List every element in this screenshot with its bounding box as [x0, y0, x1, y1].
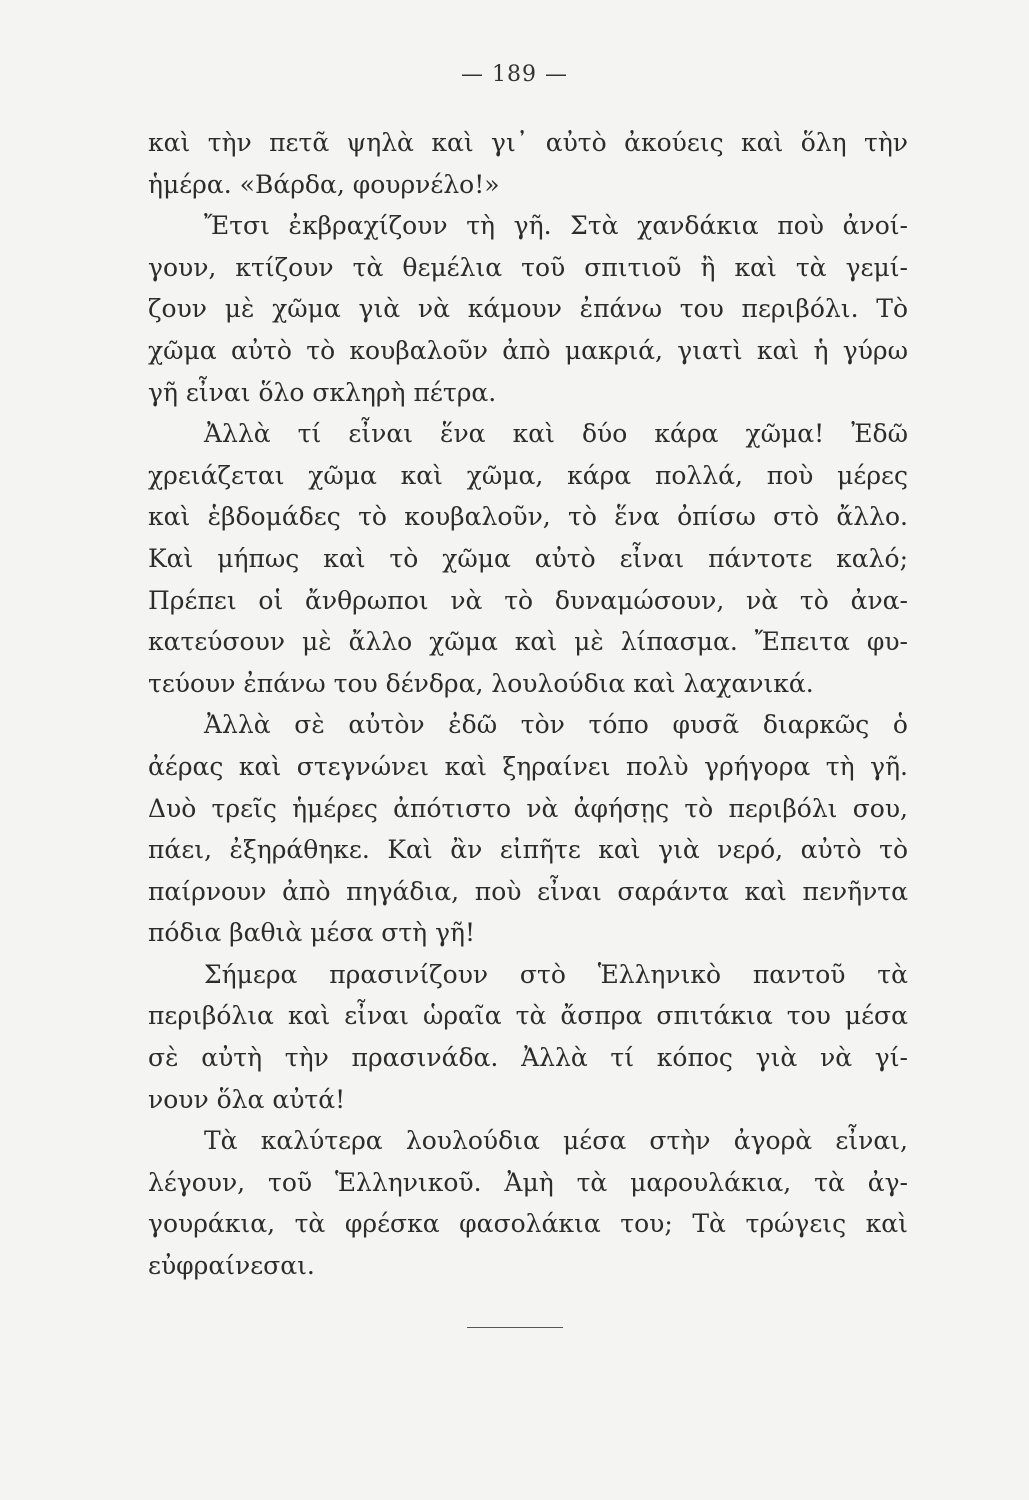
text-line: λέγουν, τοῦ Ἑλληνικοῦ. Ἀμὴ τὰ μαρουλάκια, τὰ ἀγ- [148, 1167, 908, 1197]
text-line: χῶμα αὐτὸ τὸ κουβαλοῦν ἀπὸ μακριά, γιατὶ καὶ ἡ γύρω [148, 335, 908, 365]
text-line: καὶ ἑβδομάδες τὸ κουβαλοῦν, τὸ ἕνα ὀπίσω στὸ ἄλλο. [148, 502, 908, 532]
text-line: παίρνουν ἀπὸ πηγάδια, ποὺ εἶναι σαράντα καὶ πενῆντα [148, 876, 908, 906]
text-line: πάει, ἐξηράθηκε. Καὶ ἂν εἰπῆτε καὶ γιὰ νερό, αὐτὸ τὸ [148, 835, 908, 865]
text-line: σὲ αὐτὴ τὴν πρασινάδα. Ἀλλὰ τί κόπος γιὰ νὰ γί- [148, 1043, 908, 1073]
text-line: Πρέπει οἱ ἄνθρωποι νὰ τὸ δυναμώσουν, νὰ τὸ ἀνα- [148, 585, 908, 615]
text-line: Δυὸ τρεῖς ἡμέρες ἀπότιστο νὰ ἀφήσῃς τὸ περιβόλι σου, [148, 793, 908, 823]
text-line: κατεύσουν μὲ ἄλλο χῶμα καὶ μὲ λίπασμα. Ἔπειτα φυ- [148, 627, 908, 657]
text-line: νουν ὅλα αὐτά! [148, 1084, 346, 1114]
text-line: Καὶ μήπως καὶ τὸ χῶμα αὐτὸ εἶναι πάντοτε καλό; [148, 543, 908, 573]
text-line: καὶ τὴν πετᾶ ψηλὰ καὶ γι᾽ αὐτὸ ἀκούεις καὶ ὅλη τὴν [148, 128, 908, 157]
text-line: Σήμερα πρασινίζουν στὸ Ἑλληνικὸ παντοῦ τὰ [204, 959, 908, 989]
text-line: τεύουν ἐπάνω του δένδρα, λουλούδια καὶ λαχανικά. [148, 668, 814, 698]
text-line: ἡμέρα. «Βάρδα, φουρνέλο!» [148, 169, 500, 199]
text-line: γουν, κτίζουν τὰ θεμέλια τοῦ σπιτιοῦ ἢ καὶ τὰ γεμί- [148, 252, 908, 282]
text-line: Ἀλλὰ τί εἶναι ἕνα καὶ δύο κάρα χῶμα! Ἐδῶ [204, 419, 908, 449]
text-line: γῆ εἶναι ὅλο σκληρὴ πέτρα. [148, 377, 497, 407]
text-line: περιβόλια καὶ εἶναι ὡραῖα τὰ ἄσπρα σπιτάκια του μέσα [148, 1001, 908, 1031]
text-line: γουράκια, τὰ φρέσκα φασολάκια του; Τὰ τρώγεις καὶ [148, 1209, 908, 1239]
text-line: ζουν μὲ χῶμα γιὰ νὰ κάμουν ἐπάνω του περιβόλι. Τὸ [148, 294, 908, 324]
text-line: Ἀλλὰ σὲ αὐτὸν ἐδῶ τὸν τόπο φυσᾶ διαρκῶς ὁ [204, 710, 908, 740]
text-line: ἀέρας καὶ στεγνώνει καὶ ξηραίνει πολὺ γρήγορα τὴ γῆ. [148, 751, 908, 781]
text-line: χρειάζεται χῶμα καὶ χῶμα, κάρα πολλά, ποὺ μέρες [148, 460, 908, 490]
end-rule [467, 1327, 563, 1328]
text-line: πόδια βαθιὰ μέσα στὴ γῆ! [148, 918, 476, 948]
body-text [148, 122, 908, 1287]
text-line: Τὰ καλύτερα λουλούδια μέσα στὴν ἀγορὰ εἶναι, [204, 1126, 908, 1156]
page-number: — 189 — [461, 62, 568, 87]
text-line: Ἔτσι ἐκβραχίζουν τὴ γῆ. Στὰ χανδάκια ποὺ ἀνοί- [204, 211, 908, 241]
text-line: εὐφραίνεσαι. [148, 1251, 315, 1281]
